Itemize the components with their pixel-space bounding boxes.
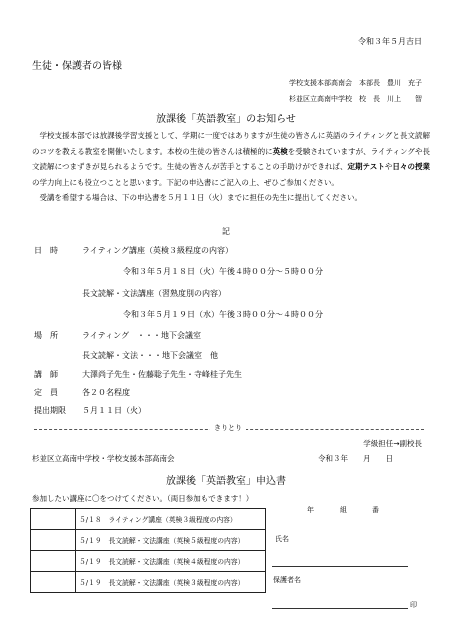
- paragraph-1-conj: や: [384, 162, 393, 171]
- sender-line-1: 学校支援本部高南会 本部長 豊川 充子: [289, 79, 422, 87]
- place-writing: ライティング ・・・地下会議室: [82, 331, 201, 340]
- route-note: 学級担任→副校長: [363, 439, 422, 448]
- choice-row: [31, 509, 266, 530]
- choice-label: ５/１９ 長文読解・文法講座（英検４級程度の内容）: [76, 551, 266, 572]
- place-label: 場 所: [34, 331, 58, 340]
- session-1-time: 令和３年５月１８日（火）午後４時００分～５時００分: [123, 267, 323, 276]
- name-line[interactable]: [272, 566, 408, 567]
- capacity-value: 各２０名程度: [82, 388, 130, 397]
- session-2-time: 令和３年５月１９日（水）午後３時００分～４時００分: [123, 310, 323, 319]
- capacity-label: 定 員: [34, 388, 58, 397]
- bold-daily-class: 日々の授業: [392, 162, 431, 171]
- addressee: 生徒・保護者の皆様: [32, 61, 122, 72]
- guardian-line[interactable]: [272, 608, 408, 609]
- choice-mark-cell[interactable]: [31, 572, 76, 593]
- ki-heading: 記: [222, 227, 230, 236]
- deadline-value: ５月１１日（火）: [82, 406, 146, 415]
- name-label: 氏名: [275, 535, 289, 543]
- paragraph-1-part-b: を受験されていますが、ライティングや長文読解につまずきが見られるようです。生徒の皆さんが苦手とすることの手助けができれば、: [32, 146, 431, 171]
- class-label: 組: [340, 506, 347, 514]
- bold-eiken: 英検: [272, 146, 288, 156]
- choice-mark-cell[interactable]: [31, 551, 76, 572]
- notice-paragraph-1: [32, 128, 430, 190]
- lecturer-label: 講 師: [34, 370, 58, 379]
- choice-row: [31, 551, 266, 572]
- date-label: 日 時: [34, 246, 58, 255]
- choice-label: ５/１９ 長文読解・文法講座（英検３級程度の内容）: [76, 572, 266, 593]
- sender-line-2: 杉並区立高南中学校 校 長 川上 智: [289, 95, 422, 103]
- form-instruction: 参加したい講座に〇をつけてください。（両日参加もできます！）: [32, 494, 254, 503]
- choice-mark-cell[interactable]: [31, 530, 76, 551]
- session-1-title: ライティング講座（英検３級程度の内容）: [82, 246, 233, 255]
- choice-label: ５/１９ 長文読解・文法講座（英検５級程度の内容）: [76, 530, 266, 551]
- session-2-title: 長文読解・文法講座（習熟度別の内容）: [82, 289, 226, 298]
- choice-table: [30, 508, 266, 593]
- notice-title: 放課後「英語教室」のお知らせ: [156, 114, 296, 125]
- choice-row: [31, 530, 266, 551]
- notice-body: [32, 128, 430, 206]
- choice-mark-cell[interactable]: [31, 509, 76, 530]
- choice-label: ５/１８ ライティング講座（英検３級程度の内容）: [76, 509, 266, 530]
- cut-label: きりとり: [210, 423, 246, 433]
- paragraph-1-end: の学力向上にも役立つことと思います。下記の申込書にご記入の上、ぜひご参加ください。: [32, 177, 339, 187]
- lecturer-names: 大澤尚子先生・佐藤聡子先生・寺峰桂子先生: [82, 370, 242, 379]
- seal-label: 印: [410, 601, 417, 609]
- deadline-label: 提出期限: [34, 406, 66, 415]
- guardian-label: 保護者名: [273, 576, 301, 584]
- bold-periodic-test: 定期テスト: [347, 162, 385, 171]
- paragraph-1-part-a: 学校支援本部では放課後学習支援として、学期に一度ではありますが生徒の皆さんに英語のライティングと長文読解のコツを教える教室を開催いたします。本校の生徒の皆さんは積極的に: [32, 131, 430, 156]
- form-title: 放課後「英語教室」申込書: [166, 476, 286, 487]
- notice-paragraph-2: 受講を希望する場合は、下の申込書を５月１１日（火）までに担任の先生に提出してください。: [39, 193, 362, 202]
- year-label: 年: [307, 506, 314, 514]
- form-org: 杉並区立高南中学校・学校支援本部高南会: [32, 454, 175, 463]
- form-date: 令和３年 月 日: [318, 454, 393, 463]
- choice-row: [31, 572, 266, 593]
- place-reading: 長文読解・文法・・・地下会議室 他: [82, 351, 218, 360]
- document-date: 令和３年５月吉日: [358, 37, 422, 46]
- number-label: 番: [372, 506, 379, 514]
